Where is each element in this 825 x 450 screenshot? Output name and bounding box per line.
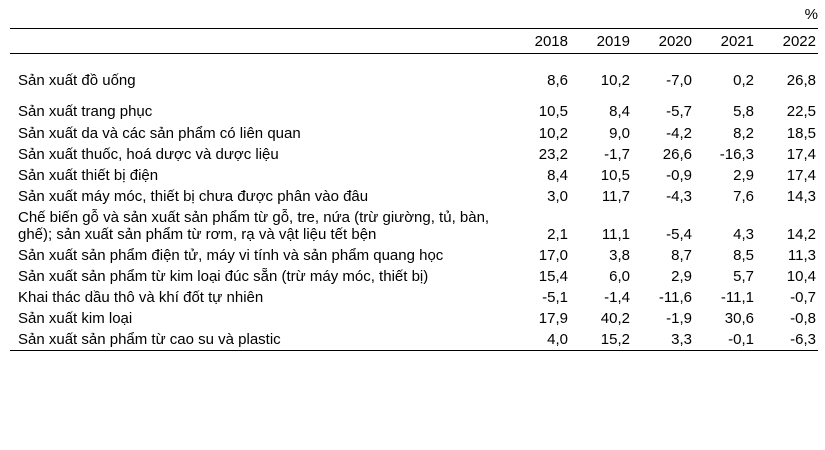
table-row <box>10 308 818 329</box>
cell-value: -16,3 <box>719 146 754 163</box>
cell-value: -0,9 <box>666 167 692 184</box>
table-row <box>10 186 818 207</box>
row-label: Sản xuất trang phục <box>18 103 153 120</box>
table-row <box>10 207 818 245</box>
cell-value: -1,4 <box>604 289 630 306</box>
row-label: Sản xuất sản phẩm điện tử, máy vi tính và sản phẩm quang học <box>18 247 444 264</box>
table-row <box>10 287 818 308</box>
cell-value: 11,7 <box>601 188 630 205</box>
row-label: Sản xuất sản phẩm từ cao su và plastic <box>18 331 281 348</box>
row-label: Sản xuất kim loại <box>18 310 133 327</box>
table-row <box>10 54 818 90</box>
cell-value: 10,4 <box>786 268 816 285</box>
cell-value: 30,6 <box>724 310 754 327</box>
table-row <box>10 89 818 123</box>
cell-value: 3,8 <box>609 247 630 264</box>
cell-value: 8,4 <box>547 167 568 184</box>
cell-value: -1,7 <box>604 146 630 163</box>
header-year: 2019 <box>596 32 630 50</box>
row-label: Sản xuất da và các sản phẩm có liên quan <box>18 125 301 142</box>
cell-value: 9,0 <box>609 125 630 142</box>
cell-value: -4,3 <box>666 188 692 205</box>
cell-value: -6,3 <box>790 331 816 348</box>
row-label: Sản xuất máy móc, thiết bị chưa được phân vào đâu <box>18 188 369 205</box>
row-label: Sản xuất đồ uống <box>18 72 136 89</box>
cell-value: 10,2 <box>600 72 630 89</box>
table-row <box>10 329 818 351</box>
cell-value: 2,1 <box>547 226 568 243</box>
cell-value: 17,4 <box>786 167 816 184</box>
cell-value: 2,9 <box>671 268 692 285</box>
cell-value: 0,2 <box>733 72 754 89</box>
cell-value: 8,6 <box>547 72 568 89</box>
header-year: 2021 <box>720 32 754 50</box>
cell-value: 3,0 <box>547 188 568 205</box>
growth-table-container <box>10 0 818 351</box>
cell-value: 3,3 <box>671 331 692 348</box>
cell-value: -0,7 <box>790 289 816 306</box>
cell-value: 17,0 <box>538 247 568 264</box>
row-label: Sản xuất sản phẩm từ kim loại đúc sẵn (trừ máy móc, thiết bị) <box>18 268 429 285</box>
row-label: Chế biến gỗ và sản xuất sản phẩm từ gỗ, tre, nứa (trừ giường, tủ, bàn, ghế); sản xuất sản phẩm từ rơm, rạ và vật liệu tết bện <box>18 209 490 243</box>
cell-value: -4,2 <box>666 125 692 142</box>
table-row <box>10 266 818 287</box>
table-row <box>10 144 818 165</box>
row-label: Sản xuất thiết bị điện <box>18 167 159 184</box>
cell-value: 4,0 <box>547 331 568 348</box>
table-row <box>10 245 818 266</box>
cell-value: 22,5 <box>786 103 816 120</box>
cell-value: 14,2 <box>786 226 816 243</box>
cell-value: 7,6 <box>733 188 754 205</box>
header-year: 2022 <box>782 32 816 50</box>
table-row <box>10 123 818 144</box>
cell-value: -11,6 <box>658 289 692 306</box>
cell-value: 17,4 <box>786 146 816 163</box>
cell-value: 15,4 <box>538 268 568 285</box>
cell-value: -5,7 <box>666 103 692 120</box>
cell-value: -1,9 <box>666 310 692 327</box>
cell-value: 8,7 <box>671 247 692 264</box>
unit-label: % <box>804 6 818 23</box>
cell-value: 26,8 <box>786 72 816 89</box>
cell-value: 10,5 <box>600 167 630 184</box>
header-year: 2018 <box>534 32 568 50</box>
cell-value: 11,1 <box>601 226 630 243</box>
cell-value: 17,9 <box>538 310 568 327</box>
cell-value: 10,5 <box>538 103 568 120</box>
cell-value: -11,1 <box>720 289 754 306</box>
cell-value: 18,5 <box>786 125 816 142</box>
cell-value: -5,4 <box>666 226 692 243</box>
cell-value: 14,3 <box>786 188 816 205</box>
cell-value: 5,7 <box>733 268 754 285</box>
cell-value: 8,4 <box>609 103 630 120</box>
cell-value: 11,3 <box>787 247 816 264</box>
cell-value: -5,1 <box>542 289 568 306</box>
cell-value: 15,2 <box>600 331 630 348</box>
cell-value: 23,2 <box>538 146 568 163</box>
cell-value: 40,2 <box>600 310 630 327</box>
growth-table <box>10 28 818 351</box>
cell-value: -0,8 <box>790 310 816 327</box>
table-row <box>10 165 818 186</box>
cell-value: 8,5 <box>733 247 754 264</box>
cell-value: 6,0 <box>609 268 630 285</box>
cell-value: 4,3 <box>733 226 754 243</box>
row-label: Sản xuất thuốc, hoá dược và dược liệu <box>18 146 279 163</box>
cell-value: -7,0 <box>666 72 692 89</box>
cell-value: 2,9 <box>733 167 754 184</box>
cell-value: -0,1 <box>728 331 754 348</box>
header-row <box>10 29 818 54</box>
header-year: 2020 <box>658 32 692 50</box>
row-label: Khai thác dầu thô và khí đốt tự nhiên <box>18 289 264 306</box>
cell-value: 8,2 <box>733 125 754 142</box>
cell-value: 5,8 <box>733 103 754 120</box>
header-blank <box>10 29 508 54</box>
cell-value: 26,6 <box>662 146 692 163</box>
cell-value: 10,2 <box>538 125 568 142</box>
